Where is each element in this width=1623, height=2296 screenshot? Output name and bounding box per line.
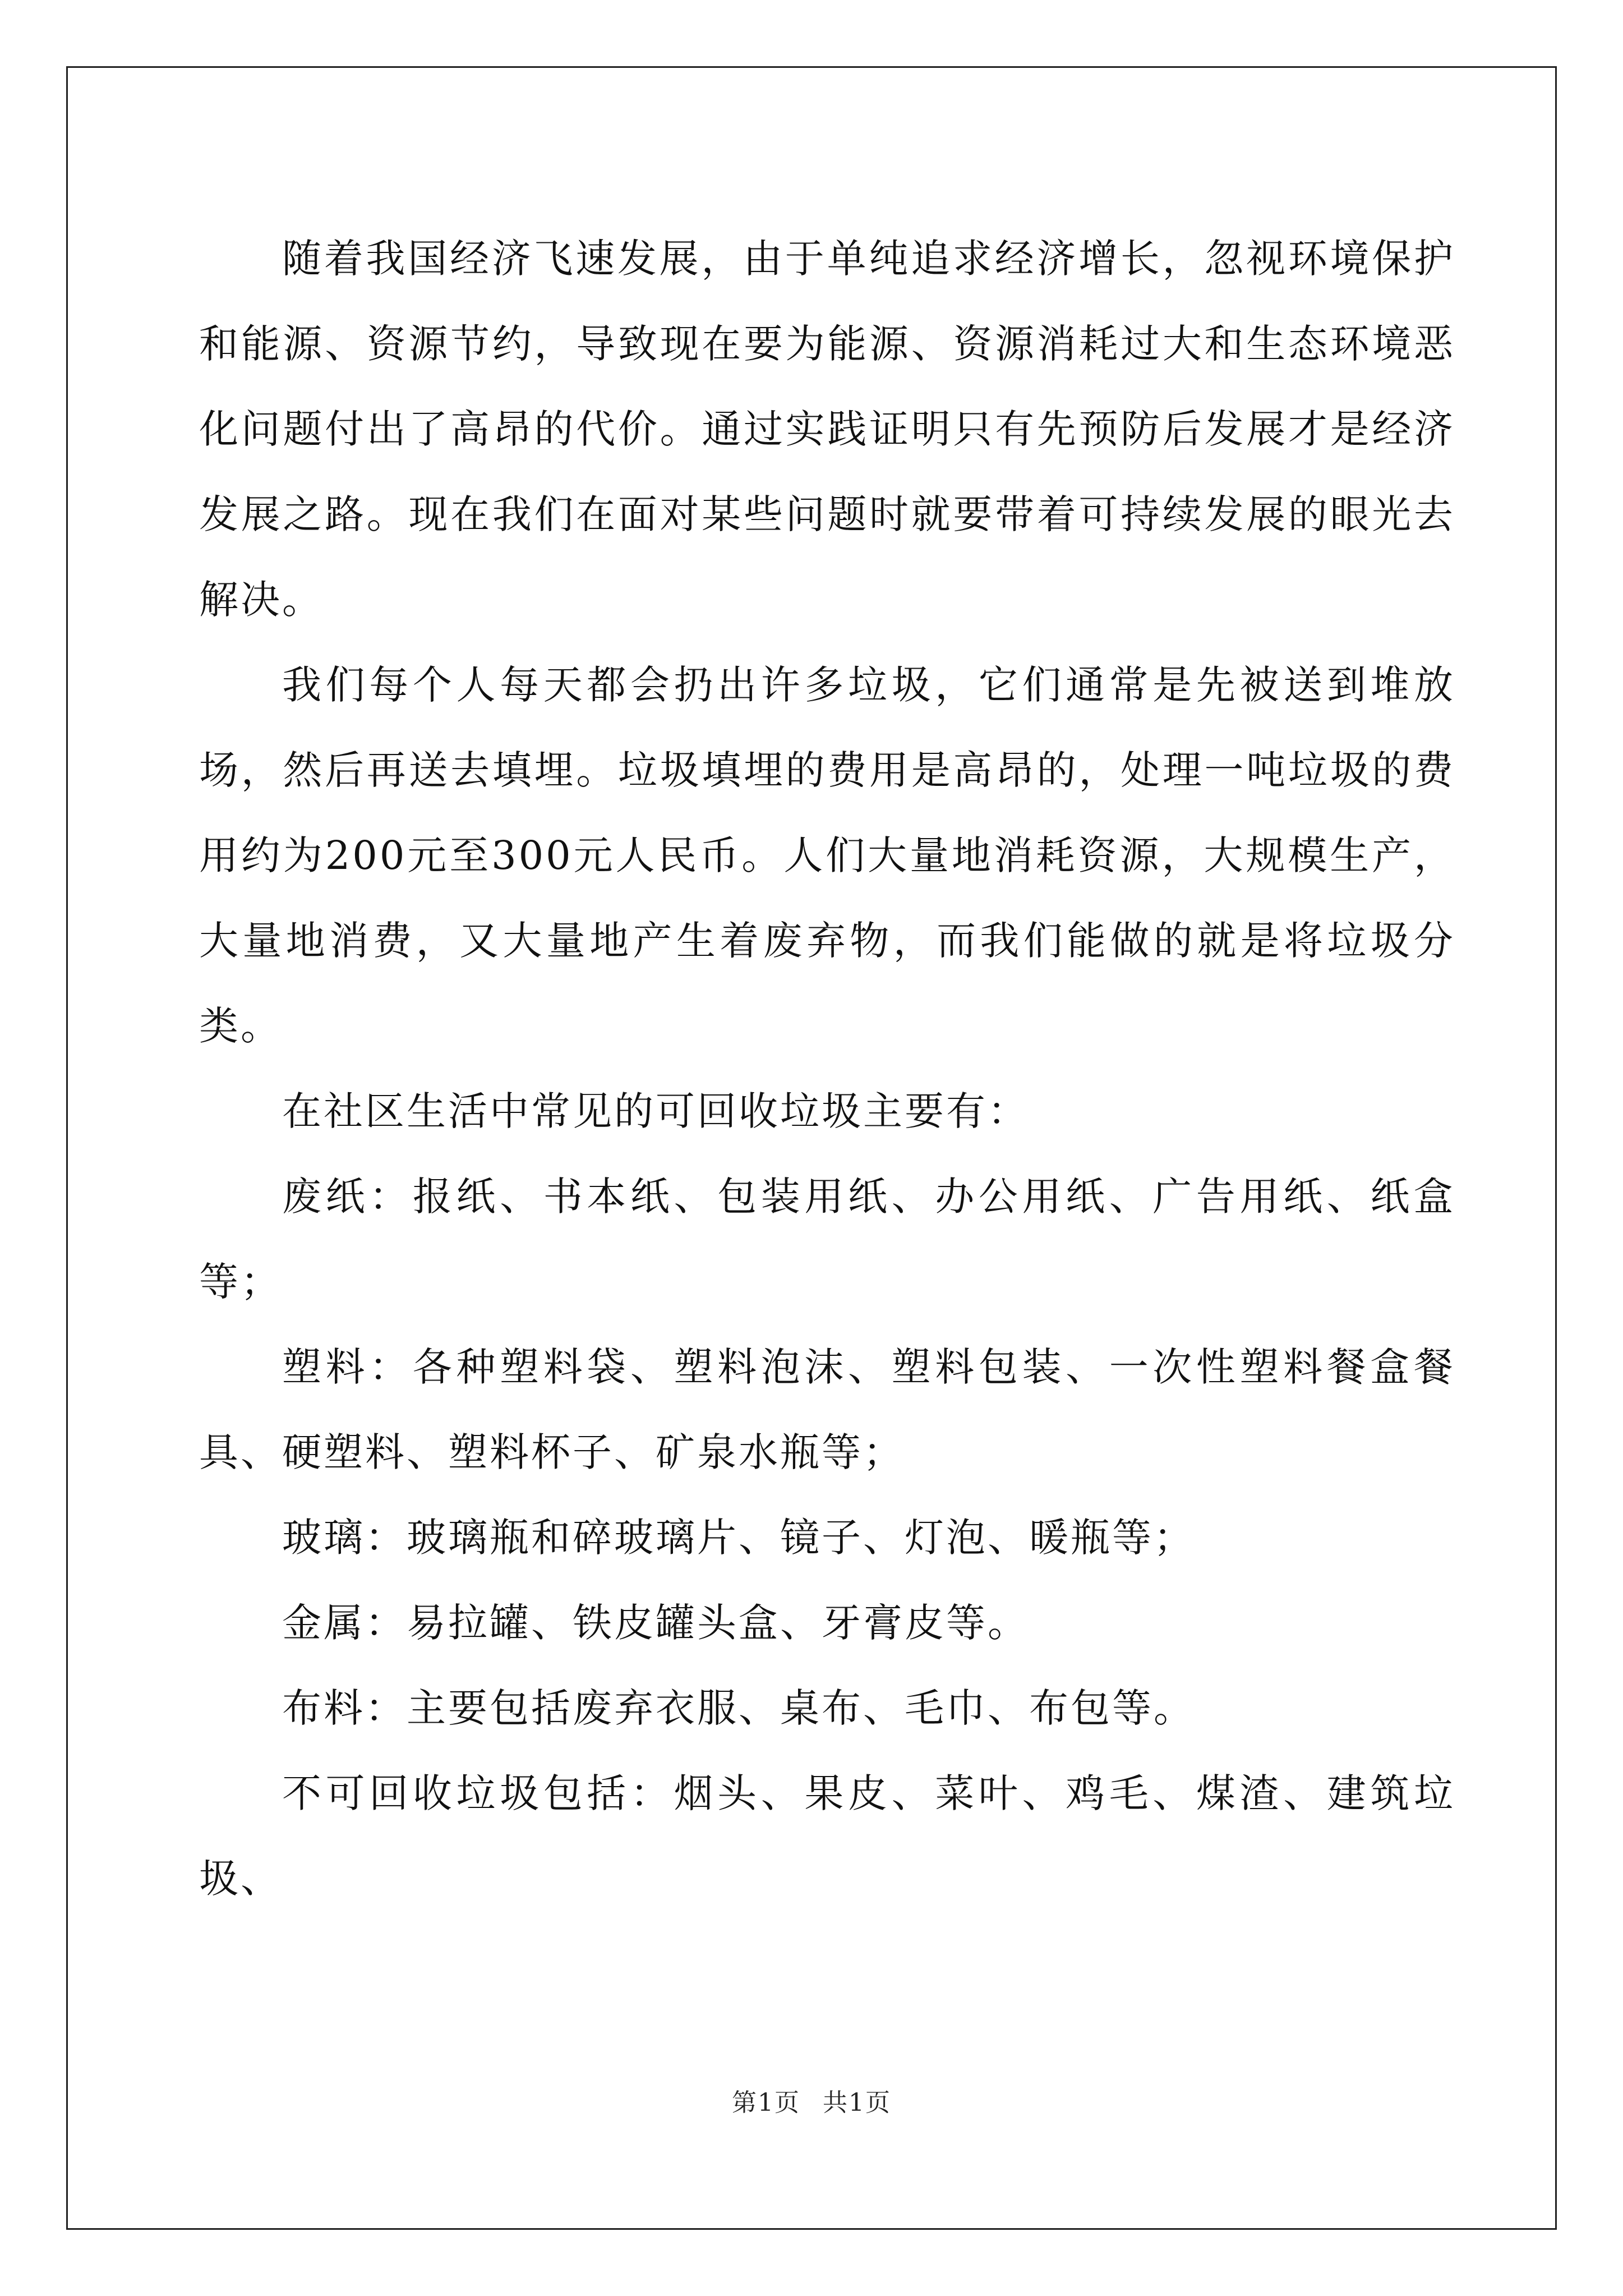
paragraph-garbage-cost: 我们每个人每天都会扔出许多垃圾，它们通常是先被送到堆放场，然后再送去填埋。垃圾填埋的费用是高昂的，处理一吨垃圾的费用约为200元至300元人民币。人们大量地消耗资源，大规模生产，大量地消费，又大量地产生着废弃物，而我们能做的就是将垃圾分类。	[199, 662, 1455, 1049]
paragraph-recyclable-intro: 在社区生活中常见的可回收垃圾主要有：	[282, 1088, 1029, 1134]
paragraph-plastic: 塑料：各种塑料袋、塑料泡沫、塑料包装、一次性塑料餐盒餐具、硬塑料、塑料杯子、矿泉水瓶等；	[199, 1344, 1455, 1475]
paragraph-economy: 随着我国经济飞速发展，由于单纯追求经济增长，忽视环境保护和能源、资源节约，导致现在要为能源、资源消耗过大和生态环境恶化问题付出了高昂的代价。通过实践证明只有先预防后发展才是经济发展之路。现在我们在面对某些问题时就要带着可持续发展的眼光去解决。	[199, 236, 1455, 623]
document-body	[199, 216, 1455, 1921]
page-number-current: 第1页	[732, 2088, 800, 2117]
page-footer	[0, 2082, 1623, 2118]
paragraph-metal: 金属：易拉罐、铁皮罐头盒、牙膏皮等。	[282, 1600, 1029, 1646]
paragraph-fabric: 布料：主要包括废弃衣服、桌布、毛巾、布包等。	[282, 1685, 1195, 1731]
paragraph-glass: 玻璃：玻璃瓶和碎玻璃片、镜子、灯泡、暖瓶等；	[282, 1515, 1195, 1561]
page-number-total: 共1页	[823, 2088, 891, 2117]
paragraph-non-recyclable: 不可回收垃圾包括：烟头、果皮、菜叶、鸡毛、煤渣、建筑垃圾、	[199, 1770, 1455, 1902]
paragraph-paper: 废纸：报纸、书本纸、包装用纸、办公用纸、广告用纸、纸盒等；	[199, 1174, 1455, 1305]
